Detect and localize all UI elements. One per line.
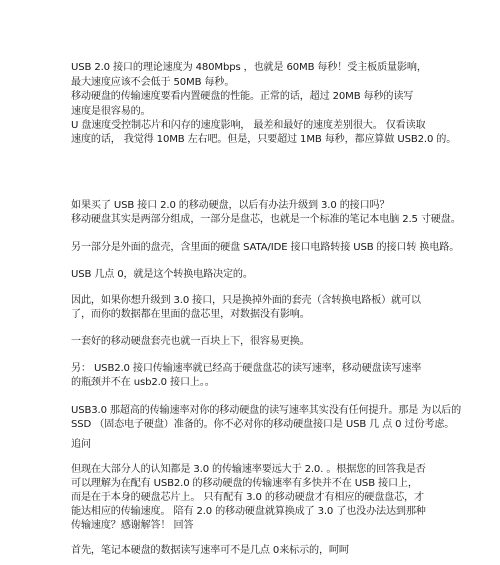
- text-line: USB 几点 0，就是这个转换电路决定的。: [71, 269, 253, 280]
- text-line: USB3.0 那超高的传输速率对你的移动硬盘的读写速率其实没有任何提升。那是 为以后的: [71, 405, 462, 416]
- text-line: 因此，如果你想升级到 3.0 接口，只是换掉外面的套壳（含转换电路板）就可以: [71, 295, 421, 306]
- text-line: 如果买了 USB 接口 2.0 的移动硬盘，以后有办法升级到 3.0 的接口吗？: [71, 200, 390, 211]
- text-line: 的瓶颈并不在 usb2.0 接口上。。: [71, 377, 215, 388]
- text-line: 首先，笔记本硬盘的数据读写速率可不是几点 0来标示的，呵呵: [71, 545, 349, 556]
- text-line: 另： USB2.0 接口传输速率就已经高于硬盘盘芯的读写速率，移动硬盘读写速率: [71, 363, 422, 374]
- text-line: 一套好的移动硬盘套壳也就一百块上下，很容易更换。: [71, 336, 310, 347]
- text-line: 能达相应的传输速度。 陪有 2.0 的移动硬盘就算换成了 3.0 了也没办法达到那种: [71, 506, 426, 517]
- text-line: 传输速度？感谢解答！ 回答: [71, 520, 194, 531]
- text-line: U 盘速度受控制芯片和闪存的速度影响， 最差和最好的速度差别很大。 仅看读取: [71, 120, 426, 131]
- text-line: USB 2.0 接口的理论速度为 480Mbps ，也就是 60MB 每秒！受主板质量影响，: [71, 62, 427, 73]
- text-line: 了，而你的数据都在里面的盘芯里，对数据没有影响。: [71, 309, 310, 320]
- text-line: 但现在大部分人的认知都是 3.0 的传输速率要远大于 2.0. 。根据您的回答我是否: [71, 464, 426, 475]
- text-line: 而是在于本身的硬盘芯片上。 只有配有 3.0 的移动硬盘才有相应的硬盘盘芯，才: [71, 492, 424, 503]
- text-line: 速度的话， 我觉得 10MB 左右吧。但是，只要超过 1MB 每秒，都应算做 USB2.0 的。: [71, 134, 457, 145]
- text-line: 移动硬盘的传输速度要看内置硬盘的性能。正常的话，超过 20MB 每秒的读写: [71, 91, 414, 102]
- text-line: SSD （固态电子硬盘）准备的。你不必对你的移动硬盘接口是 USB 几 点 0 过份考虑。: [71, 419, 455, 430]
- text-line: 另一部分是外面的盘壳，含里面的硬盘 SATA/IDE 接口电路转接 USB 的接口转 换电路。: [71, 242, 460, 253]
- text-line: 移动硬盘其实是两部分组成，一部分是盘芯，也就是一个标准的笔记本电脑 2.5 寸硬盘。: [71, 214, 461, 225]
- text-line: 速度是很容易的。: [71, 106, 151, 117]
- text-line: 最大速度应该不会低于 50MB 每秒。: [71, 77, 235, 88]
- followup-label: 追问: [71, 439, 91, 450]
- text-line: 可以理解为在配有 USB2.0 的移动硬盘的传输速率有多快并不在 USB 接口上，: [71, 478, 418, 489]
